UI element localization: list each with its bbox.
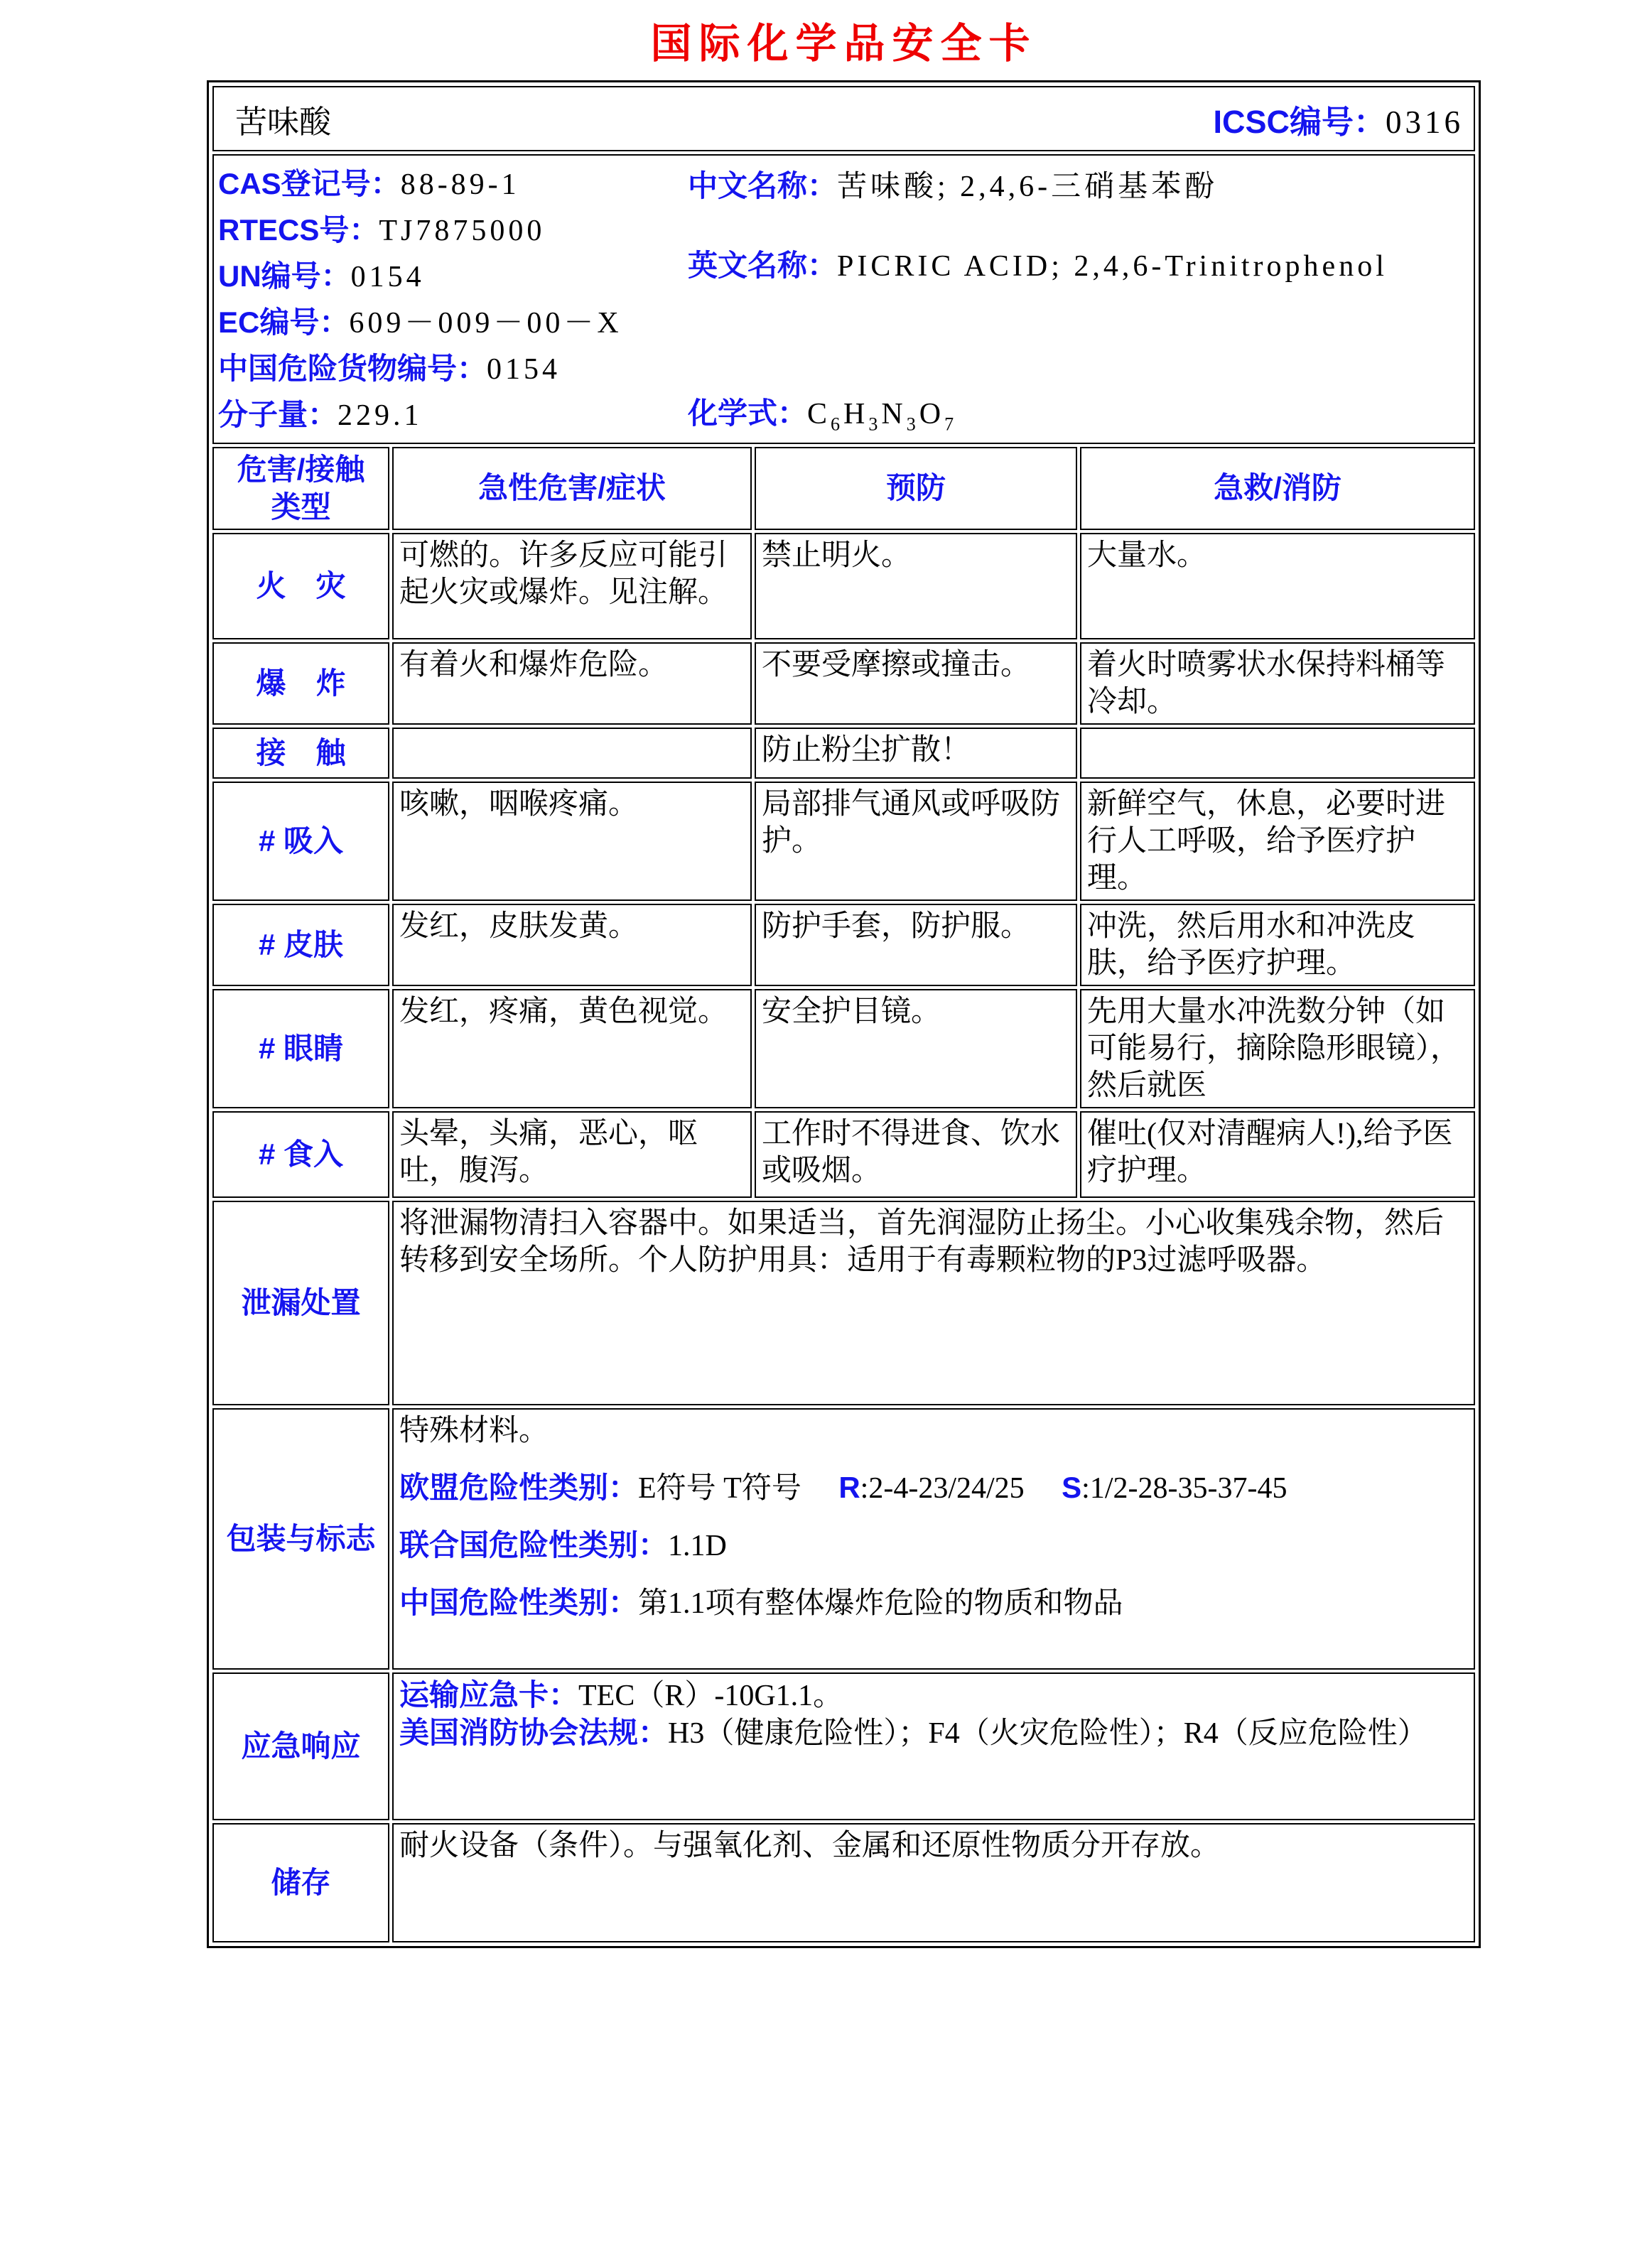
substance-name: 苦味酸 (235, 104, 332, 140)
row-label-spillage: 泄漏处置 (212, 1201, 389, 1405)
skin-prevention-cell: 防护手套，防护服。 (755, 904, 1077, 986)
chinese-name-value: 苦味酸; 2,4,6-三硝基苯酚 (837, 171, 1219, 203)
row-label-explosion: 爆 炸 (212, 642, 389, 725)
packaging-un-classification: 联合国危险性类别：1.1D (399, 1528, 727, 1562)
row-label-emergency: 应急响应 (212, 1672, 389, 1820)
inhalation-firstaid-cell: 新鲜空气，休息，必要时进行人工呼吸，给予医疗护理。 (1080, 782, 1475, 901)
eyes-symptoms-cell: 发红，疼痛，黄色视觉。 (392, 989, 752, 1108)
row-label-eyes: # 眼睛 (212, 989, 389, 1108)
name-row (212, 86, 1475, 151)
packaging-content-cell (392, 1408, 1475, 1670)
fire-symptoms-cell: 可燃的。许多反应可能引起火灾或爆炸。见注解。 (392, 533, 752, 639)
row-label-ingestion: # 食入 (212, 1111, 389, 1198)
emergency-transport-card: 运输应急卡：TEC（R）-10G1.1。 (399, 1678, 843, 1712)
exposure-firstaid-cell (1080, 728, 1475, 779)
explosion-prevention-cell: 不要受摩擦或撞击。 (755, 642, 1077, 725)
ec-number-field (218, 300, 1469, 346)
english-name-value: PICRIC ACID; 2,4,6-Trinitrophenol (837, 250, 1388, 283)
molecular-weight-value: 229.1 (338, 399, 423, 432)
column-header-hazard-type-line2: 类型 (271, 490, 331, 524)
eyes-firstaid-cell: 先用大量水冲洗数分钟（如可能易行，摘除隐形眼镜），然后就医 (1080, 989, 1475, 1108)
packaging-china-classification: 中国危险性类别：第1.1项有整体爆炸危险的物质和物品 (399, 1586, 1123, 1620)
safety-card (207, 80, 1481, 1948)
explosion-symptoms-cell: 有着火和爆炸危险。 (392, 642, 752, 725)
row-label-storage: 储存 (212, 1823, 389, 1942)
chinese-name-label: 中文名称： (688, 169, 838, 202)
packaging-special-material: 特殊材料。 (399, 1415, 549, 1447)
chemical-formula-value: $C_6H_3N_3O_7$ (807, 398, 958, 435)
exposure-symptoms-cell (392, 728, 752, 779)
column-header-hazard-type-line1: 危害/接触 (237, 453, 365, 486)
chinese-name-field (688, 163, 1218, 205)
icsc-number (1213, 96, 1464, 142)
un-number-value: 0154 (350, 261, 425, 293)
molecular-weight-label: 分子量： (218, 398, 338, 431)
hazard-table (212, 447, 1475, 1942)
ingestion-prevention-cell: 工作时不得进食、饮水或吸烟。 (755, 1111, 1077, 1198)
china-dg-number-label: 中国危险货物编号： (218, 352, 487, 385)
ingestion-symptoms-cell: 头晕，头痛，恶心，呕吐，腹泻。 (392, 1111, 752, 1198)
inhalation-prevention-cell: 局部排气通风或呼吸防护。 (755, 782, 1077, 901)
explosion-firstaid-cell: 着火时喷雾状水保持料桶等冷却。 (1080, 642, 1475, 725)
column-header-prevention: 预防 (755, 447, 1077, 530)
identifiers-block (212, 154, 1475, 444)
english-name-field (688, 242, 1388, 285)
icsc-number-value: 0316 (1386, 104, 1464, 140)
un-number-label: UN编号： (218, 259, 351, 293)
cas-number-label: CAS登记号： (218, 167, 401, 200)
china-dg-number-value: 0154 (487, 353, 561, 386)
fire-prevention-cell: 禁止明火。 (755, 533, 1077, 639)
china-dg-number-field (218, 346, 1469, 392)
row-label-fire: 火 灾 (212, 533, 389, 639)
rtecs-number-label: RTECS号： (218, 213, 379, 247)
icsc-number-label: ICSC编号： (1213, 103, 1386, 140)
ingestion-firstaid-cell: 催吐(仅对清醒病人!),给予医疗护理。 (1080, 1111, 1475, 1198)
row-label-packaging: 包装与标志 (212, 1408, 389, 1670)
row-label-skin: # 皮肤 (212, 904, 389, 986)
column-header-firstaid: 急救/消防 (1080, 447, 1475, 530)
cas-number-value: 88-89-1 (400, 168, 520, 201)
row-label-exposure: 接 触 (212, 728, 389, 779)
storage-paragraph: 耐火设备（条件）。与强氧化剂、金属和还原性物质分开存放。 (399, 1829, 1221, 1862)
eyes-prevention-cell: 安全护目镜。 (755, 989, 1077, 1108)
row-label-inhalation: # 吸入 (212, 782, 389, 901)
skin-symptoms-cell: 发红，皮肤发黄。 (392, 904, 752, 986)
spillage-content-cell (392, 1201, 1475, 1405)
emergency-content-cell (392, 1672, 1475, 1820)
column-header-hazard-type (212, 447, 389, 530)
column-header-symptoms: 急性危害/症状 (392, 447, 752, 530)
skin-firstaid-cell: 冲洗，然后用水和冲洗皮肤，给予医疗护理。 (1080, 904, 1475, 986)
exposure-prevention-cell: 防止粉尘扩散！ (755, 728, 1077, 779)
inhalation-symptoms-cell: 咳嗽，咽喉疼痛。 (392, 782, 752, 901)
english-name-label: 英文名称： (688, 249, 838, 282)
chemical-formula-field (688, 390, 957, 435)
fire-firstaid-cell: 大量水。 (1080, 533, 1475, 639)
ec-number-value: 609－009－00－X (349, 307, 622, 340)
ec-number-label: EC编号： (218, 306, 350, 339)
emergency-nfpa-code: 美国消防协会法规：H3（健康危险性）；F4（火灾危险性）；R4（反应危险性） (399, 1716, 1427, 1750)
chemical-formula-label: 化学式： (688, 396, 808, 430)
packaging-eu-classification: 欧盟危险性类别：E符号 T符号 R:2-4-23/24/25 S:1/2-28-35-37-45 (399, 1471, 1287, 1505)
spillage-paragraph: 将泄漏物清扫入容器中。如果适当，首先润湿防止扬尘。小心收集残余物，然后转移到安全场所。个人防护用具：适用于有毒颗粒物的P3过滤呼吸器。 (399, 1207, 1445, 1277)
page-title: 国际化学品安全卡 (650, 21, 1037, 67)
storage-content-cell (392, 1823, 1475, 1942)
rtecs-number-value: TJ7875000 (379, 215, 546, 247)
